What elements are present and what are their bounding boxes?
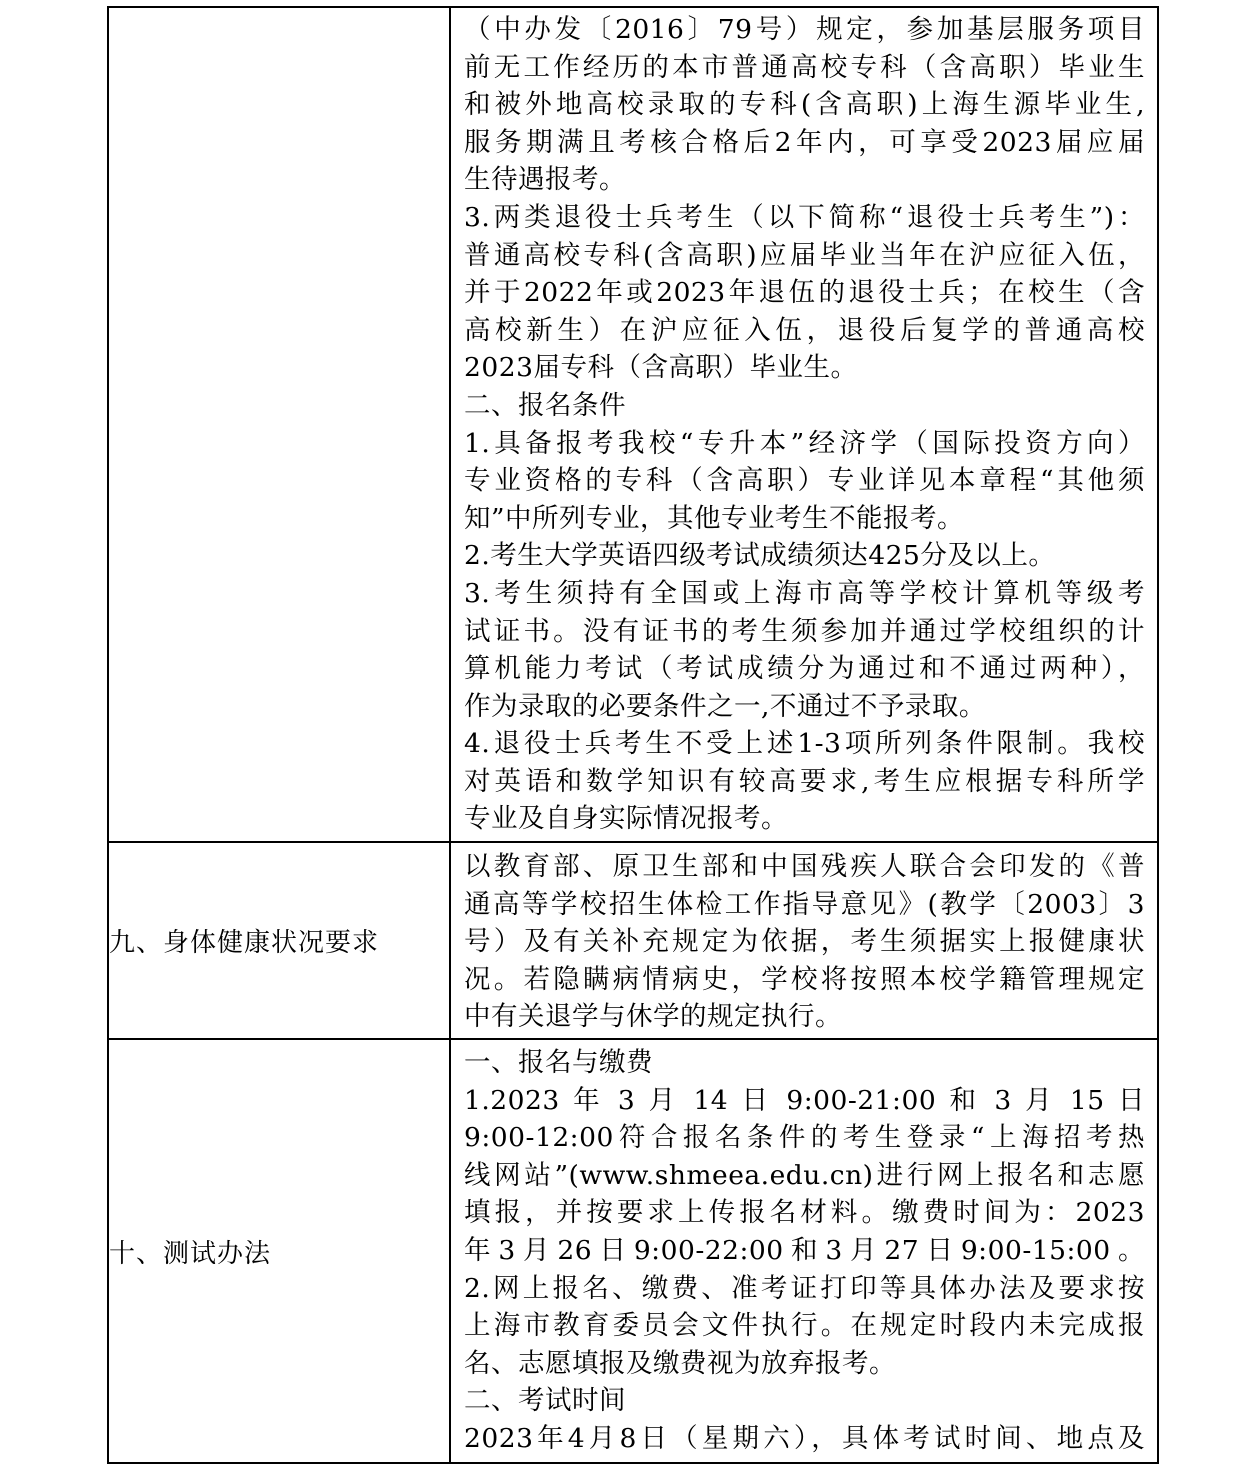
text-line: 以教育部、原卫生部和中国残疾人联合会印发的《普 bbox=[464, 851, 1145, 882]
text-line: （中办发〔2016〕79号）规定，参加基层服务项目 bbox=[464, 14, 1145, 45]
section-heading: 二、报名条件 bbox=[464, 389, 626, 421]
text-line: 服务期满且考核合格后2年内，可享受2023届应届 bbox=[464, 126, 1145, 158]
text-line: 前无工作经历的本市普通高校专科（含高职）毕业生 bbox=[464, 51, 1145, 83]
text-line: 3.考生须持有全国或上海市高等学校计算机等级考 bbox=[464, 577, 1145, 609]
text-line: 专业资格的专科（含高职）专业详见本章程“其他须 bbox=[464, 465, 1145, 497]
table-row bbox=[108, 1039, 1158, 1463]
text-line: 4.退役士兵考生不受上述1-3项所列条件限制。我校 bbox=[464, 728, 1145, 760]
row-label bbox=[108, 7, 450, 842]
text-line: 作为录取的必要条件之一,不通过不予录取。 bbox=[464, 690, 986, 722]
table-row bbox=[108, 7, 1158, 842]
text-line: 普通高校专科(含高职)应届毕业当年在沪应征入伍， bbox=[464, 239, 1145, 271]
text-line: 2023届专科（含高职）毕业生。 bbox=[464, 352, 858, 384]
text-line: 2.考生大学英语四级考试成绩须达425分及以上。 bbox=[464, 540, 1056, 572]
text-line: 3.两类退役士兵考生（以下简称“退役士兵考生”)： bbox=[464, 201, 1145, 233]
text-line: 专业及自身实际情况报考。 bbox=[464, 803, 788, 835]
admission-rules-table bbox=[107, 6, 1159, 1464]
text-line: 线网站”(www.shmeea.edu.cn)进行网上报名和志愿 bbox=[464, 1159, 1145, 1191]
row-label: 九、身体健康状况要求 bbox=[108, 842, 450, 1039]
text-line: 上海市教育委员会文件执行。在规定时段内未完成报 bbox=[464, 1310, 1145, 1342]
text-line: 1.2023 年 3 月 14 日 9:00-21:00 和 3 月 15 日 bbox=[464, 1084, 1145, 1116]
text-line: 号）及有关补充规定为依据，考生须据实上报健康状 bbox=[464, 926, 1145, 958]
text-line: 中有关退学与休学的规定执行。 bbox=[464, 1001, 842, 1033]
text-line: 年3月26日9:00-22:00和3月27日9:00-15:00。 bbox=[464, 1234, 1145, 1266]
text-line: 2.网上报名、缴费、准考证打印等具体办法及要求按 bbox=[464, 1272, 1145, 1304]
row-content bbox=[450, 7, 1158, 842]
row-content bbox=[450, 842, 1158, 1039]
text-line: 9:00-12:00符合报名条件的考生登录“上海招考热 bbox=[464, 1122, 1145, 1154]
text-line: 知”中所列专业，其他专业考生不能报考。 bbox=[464, 502, 965, 534]
text-line: 2023年4月8日（星期六），具体考试时间、地点及 bbox=[464, 1422, 1145, 1454]
text-line: 生待遇报考。 bbox=[464, 164, 626, 196]
text-line: 试证书。没有证书的考生须参加并通过学校组织的计 bbox=[464, 615, 1145, 647]
text-line: 对英语和数学知识有较高要求,考生应根据专科所学 bbox=[464, 765, 1145, 797]
text-line: 高校新生）在沪应征入伍，退役后复学的普通高校 bbox=[464, 314, 1145, 346]
text-line: 和被外地高校录取的专科(含高职)上海生源毕业生, bbox=[464, 89, 1145, 121]
text-line: 1.具备报考我校“专升本”经济学（国际投资方向） bbox=[464, 427, 1145, 459]
row-content bbox=[450, 1039, 1158, 1463]
row-label: 十、测试办法 bbox=[108, 1039, 450, 1463]
section-heading: 一、报名与缴费 bbox=[464, 1047, 653, 1078]
text-line: 算机能力考试（考试成绩分为通过和不通过两种）， bbox=[464, 653, 1145, 685]
text-line: 名、志愿填报及缴费视为放弃报考。 bbox=[464, 1347, 896, 1379]
text-line: 通高等学校招生体检工作指导意见》(教学〔2003〕3 bbox=[464, 888, 1145, 920]
table-row bbox=[108, 842, 1158, 1039]
text-line: 况。若隐瞒病情病史，学校将按照本校学籍管理规定 bbox=[464, 963, 1145, 995]
section-heading: 二、考试时间 bbox=[464, 1385, 626, 1417]
text-line: 并于2022年或2023年退伍的退役士兵；在校生（含 bbox=[464, 277, 1145, 309]
text-line: 填报，并按要求上传报名材料。缴费时间为：2023 bbox=[464, 1197, 1145, 1229]
